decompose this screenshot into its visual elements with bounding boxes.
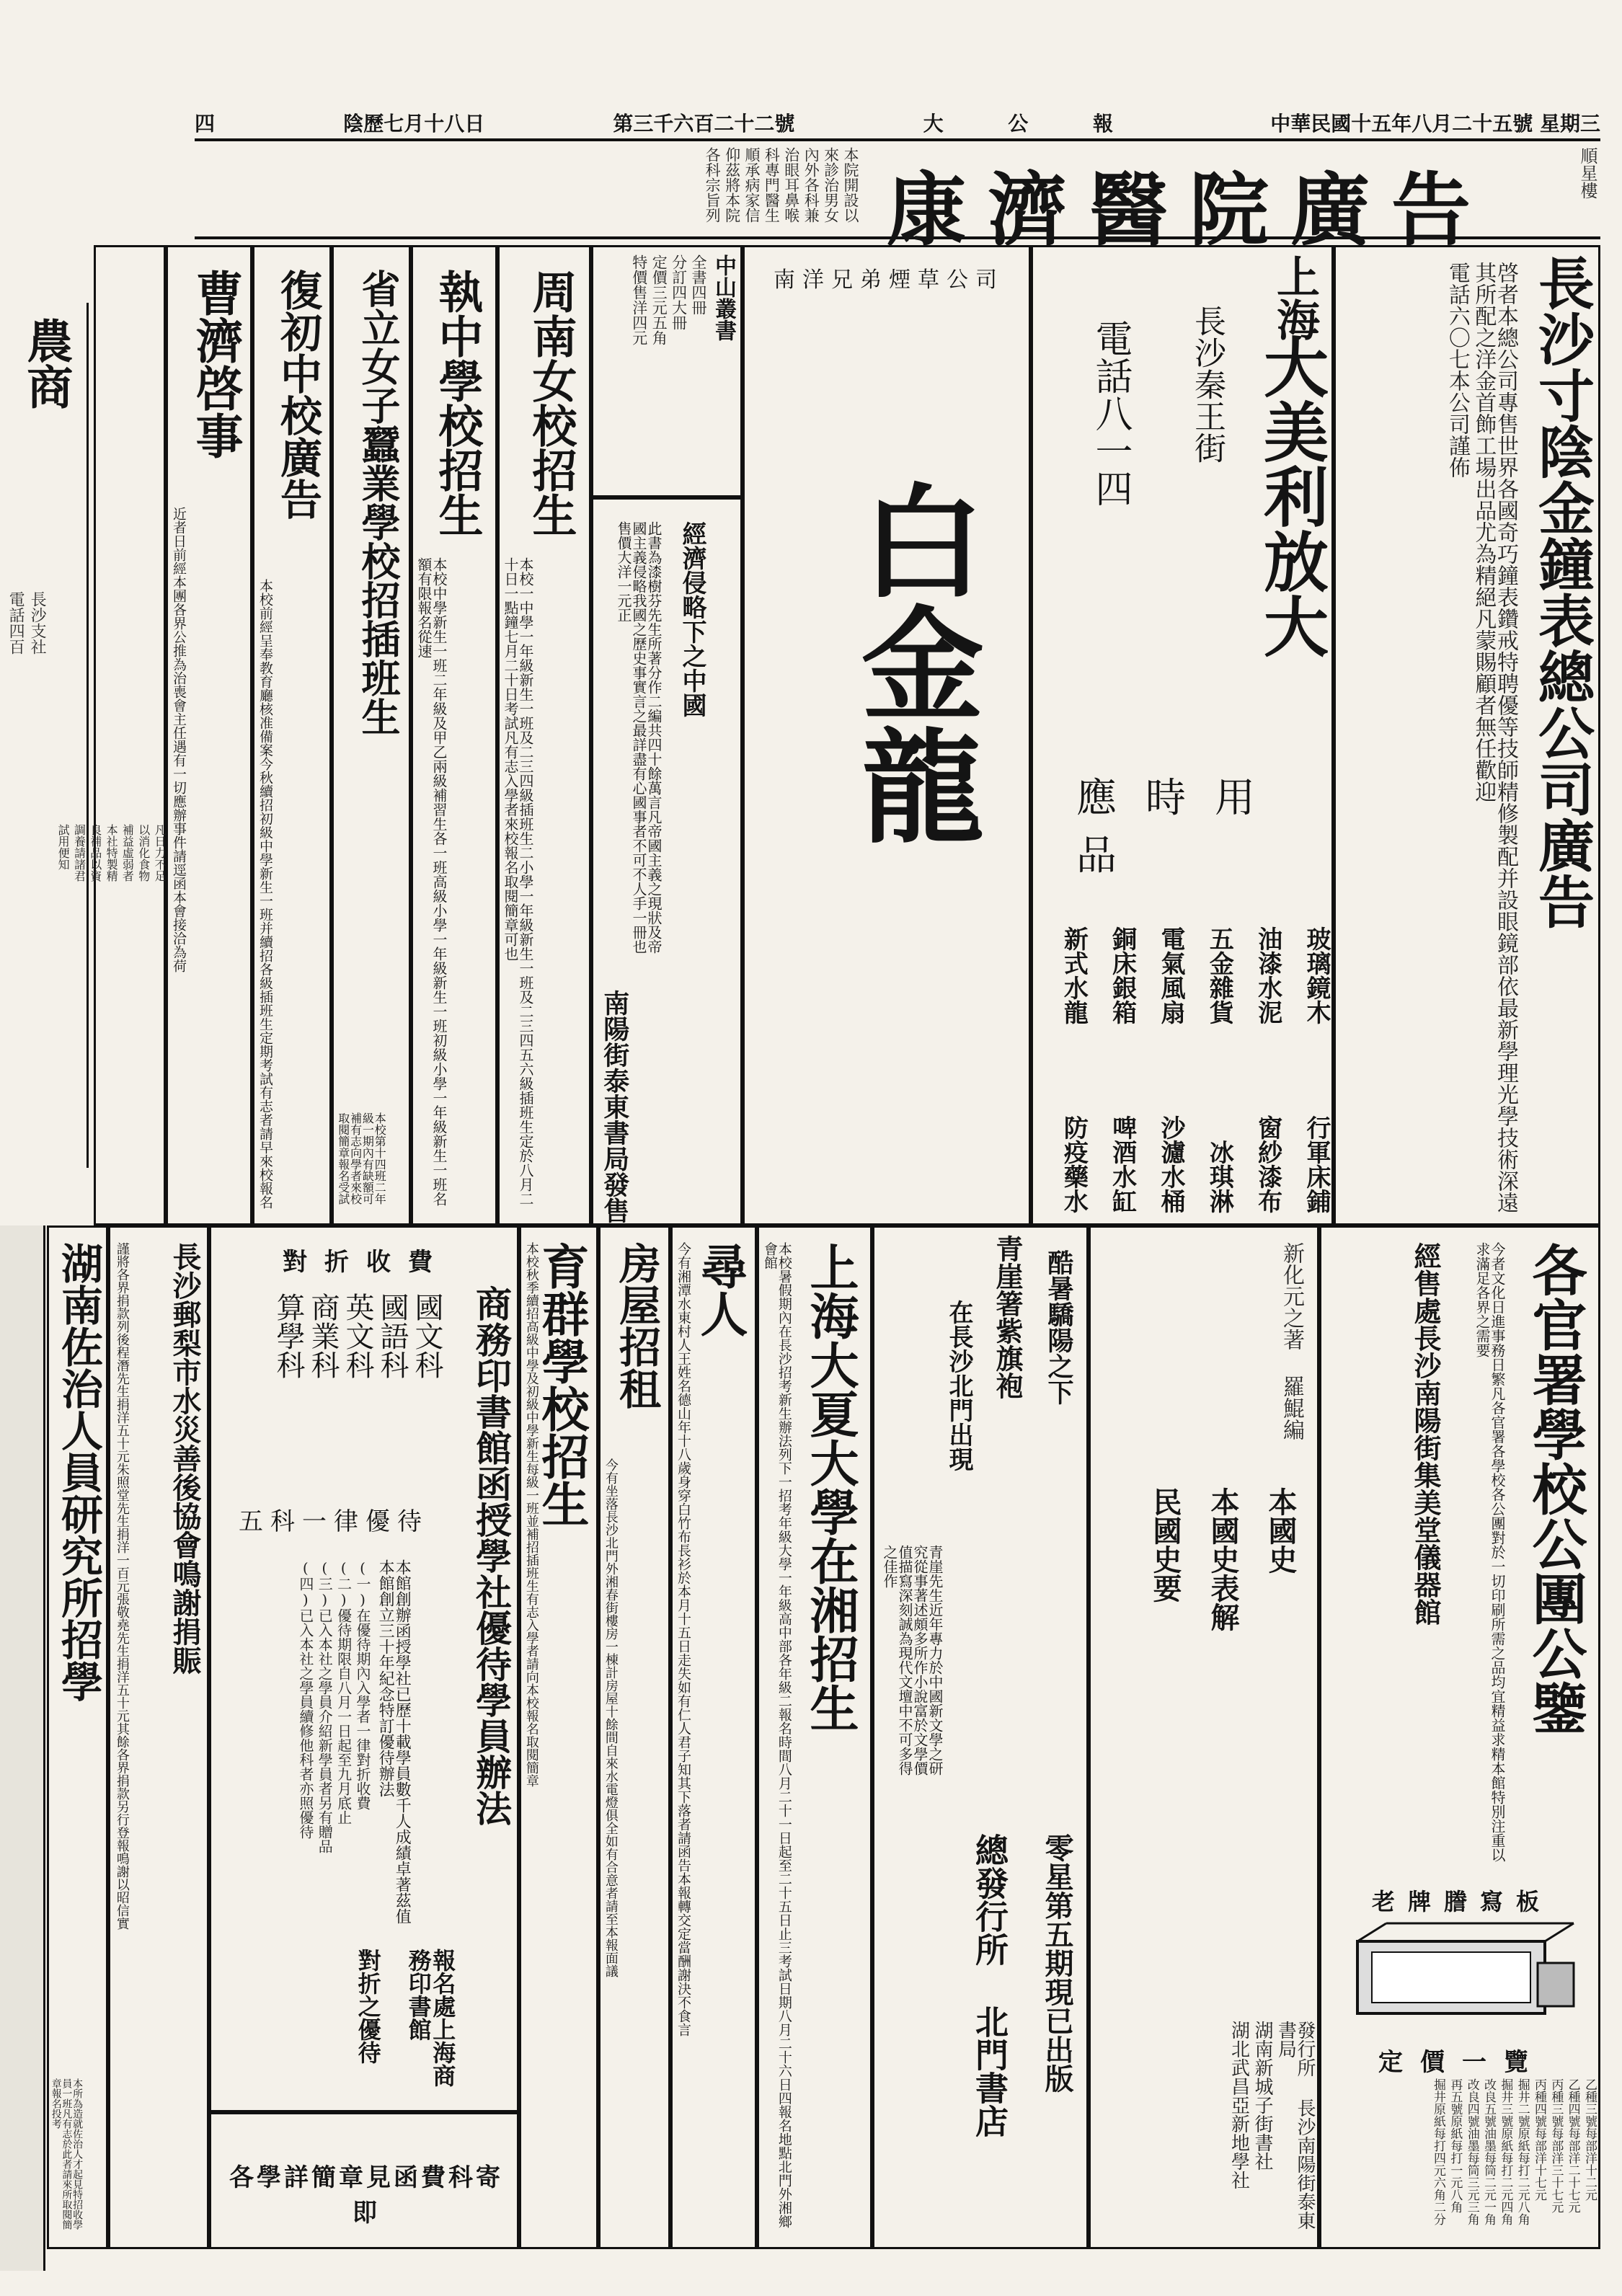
point-line: (二)優待期限自八月一日起至九月底止 xyxy=(334,1559,353,1825)
subject-item: 國語科 xyxy=(376,1293,409,1379)
nonggong-title: 農商 xyxy=(19,317,74,409)
shangwu-subjects xyxy=(226,1293,442,1480)
gekuan-sub: 經售處長沙南陽街集美堂儀器館 xyxy=(1409,1242,1442,1626)
damei-ad xyxy=(1031,245,1334,1225)
gekuan-ad xyxy=(1319,1225,1600,2249)
page-number: 四 xyxy=(195,112,216,136)
notice-line: 科專門醫生 xyxy=(763,147,781,223)
guoshi-title1: 本國史 xyxy=(1264,1487,1298,1574)
date-line: 中華民國十五年八月二十五號 星期三 xyxy=(1270,112,1600,136)
kushu-seller: 在長沙北門出現 xyxy=(944,1300,973,1471)
side-notice-line: 調養請諸君 xyxy=(72,824,87,882)
kushu-title: 酷暑驕陽之下 xyxy=(1044,1249,1074,1405)
banner-title: 康濟醫院廣告 xyxy=(887,164,1492,257)
shangwu-points xyxy=(226,1559,370,1934)
economic-ad xyxy=(591,497,743,1225)
nonggong-sub: 長沙支社 xyxy=(28,591,47,655)
guoshi-title3: 民國史要 xyxy=(1148,1487,1182,1603)
side-notice-line: 凡日力不足 xyxy=(153,824,167,882)
side-notice-line: 補益虛弱者 xyxy=(120,824,135,882)
damei-item: 電氣風扇 xyxy=(1156,926,1186,1024)
nanyang-ad xyxy=(743,245,1031,1225)
relief-title: 長沙郵梨市水災善後協會鳴謝捐賑 xyxy=(168,1242,202,1675)
price-line: 乙種四號每部洋二十七元 xyxy=(1565,2078,1580,2213)
kushu-body: 青崖先生近年專力於中國新文學之研究從事著述頗多所作小說富於文學價值描寫深刻誠為現代文壇中不可多得之佳作 xyxy=(881,1545,944,1776)
culture-title: 中山叢書 xyxy=(711,254,736,341)
damei-item: 沙濾水桶 xyxy=(1156,1115,1186,1213)
caoji-title: 曹濟啓事 xyxy=(187,269,244,459)
gexue-ad xyxy=(209,2112,519,2249)
clock-ad xyxy=(1334,245,1600,1225)
price-line: 掘井原紙每打四元六角二分 xyxy=(1431,2078,1446,2225)
price-line: 再五號原紙每打一元八角 xyxy=(1448,2078,1463,2213)
gekuan-intro: 今者文化日進事務日繁凡各官署各學校各公團對於一切印刷所需之品均宜精益求精本館特別注重以求滿足各界之需要 xyxy=(1473,1242,1506,1862)
damei-item: 防疫藥水 xyxy=(1059,1115,1089,1213)
price-line: 改良四號油墨每筒三元三角 xyxy=(1464,2078,1479,2225)
nanyang-company: 南洋兄弟煙草公司 xyxy=(774,267,1004,293)
hunan-gov-ad xyxy=(47,1225,108,2249)
economic-body: 此書為漆樹芬先生所著分作二編共四十餘萬言凡帝國主義之現狀及帝國主義侵略我國之歷史事實言之最詳盡有心國事者不可不人手一冊也售價大洋一元正 xyxy=(615,521,662,954)
notice-line: 來診治男女 xyxy=(822,147,840,223)
banner-notice xyxy=(209,147,858,232)
damei-item: 玻璃鏡木 xyxy=(1302,926,1331,1024)
subject-item: 英文科 xyxy=(341,1293,374,1379)
price-line: 掘井二號原紙每打二元八角 xyxy=(1515,2078,1530,2225)
culture-line: 全書四冊 xyxy=(690,254,707,315)
economic-seller: 南陽街泰東書局發售 xyxy=(599,990,630,1223)
clock-body-sign: 電話六〇七本公司謹佈 xyxy=(1444,262,1470,478)
daxia-body: 本校暑假期內在長沙招考新生辦法列下一招考年級大學一年級高中部各年級二報名時間八月二十一日起至二十五日止三考試日期八月二十六日四報名地點北門外湘鄉會館 xyxy=(761,1242,792,2228)
guoshi-ad xyxy=(1089,1225,1319,2249)
point-line: (一)在優待期內入學者一律對折收費 xyxy=(354,1559,371,1810)
damei-item: 銅床銀箱 xyxy=(1107,926,1137,1024)
fangwu-title: 房屋招租 xyxy=(612,1242,661,1409)
notice-line: 治眼耳鼻喉 xyxy=(782,147,800,223)
left-strip-lower xyxy=(0,1225,45,2271)
notice-line: 各科宗旨列 xyxy=(704,147,722,223)
notice-line: 仰茲將本院 xyxy=(723,147,741,223)
publisher-line: 發行所 長沙南陽街泰東書局 xyxy=(1275,2021,1316,2230)
price-line: 丙種三號每部洋三十七元 xyxy=(1548,2078,1564,2213)
clock-body-text: 啓者本總公司專售世界各國奇巧鐘表鑽戒特聘優等技師精修製配并設眼鏡部依最新學理光學技術深遠其所配之洋金首飾工場出品尤為精絕凡蒙賜顧者無任歡迎 xyxy=(1471,262,1518,1213)
side-notice-lines xyxy=(56,824,167,1213)
culture-line: 分訂四大冊 xyxy=(670,254,688,330)
relief-ad xyxy=(108,1225,209,2249)
notice-line: 本院開設以 xyxy=(842,147,859,223)
lingxing-office: 總發行所 北門書店 xyxy=(970,1833,1009,2137)
fangwu-body: 今有坐落長沙北門外湘春街樓房一棟計房屋十餘間自來水電燈俱全如有合意者請至本報面議 xyxy=(603,1458,619,1977)
duplicator-illustration xyxy=(1343,1920,1581,2035)
hunan-gov-body: 本所為造就佐治人才起見特招收學員一班凡有志於此者請來所取閱簡章報名投考 xyxy=(50,2078,84,2230)
shangwu-ad xyxy=(209,1225,519,2112)
price-line: 乙種三號每部洋十二元 xyxy=(1582,2078,1597,2201)
economic-title: 經濟侵略下之中國 xyxy=(678,521,706,717)
publisher-line: 湖北武昌亞新地學社 xyxy=(1228,2021,1250,2189)
publisher-line: 湖南新城子街書社 xyxy=(1251,2021,1273,2171)
shangwu-title: 商務印書館函授學社優待學員辦法 xyxy=(470,1285,513,1826)
shengli-ad xyxy=(332,245,411,1225)
relief-body: 謹將各界捐款列後程潛先生捐洋五十元朱照堂先生捐洋一百元張敬堯先生捐洋五十元其餘各界捐款另行登報鳴謝以昭信實 xyxy=(114,1242,130,1930)
masthead xyxy=(195,107,1600,141)
shengli-body: 本校第十四班二年級一期內有缺額可補有志向學者來校取閱簡章報名受試 xyxy=(336,1112,387,1205)
lunar-date: 陰歷七月十八日 xyxy=(343,112,485,136)
zhizhong-body: 本校中學新生一班二年級及甲乙兩級補習生各一班高級小學一年級新生一班初級小學一年級新生一班名額有限報名從速 xyxy=(415,557,448,1206)
daxia-title: 上海大夏大學在湘招生 xyxy=(802,1242,859,1732)
nanyang-brand: 白金龍 xyxy=(840,478,985,846)
fangwu-ad xyxy=(598,1225,670,2249)
zhounan-body: 本校一中學一年級新生一班及二三四級插班生二小學一年級新生一班及二三四五六級插班生定於八月二十日一點鐘七月二十日考試凡有志入學者來校報名取閱簡章可也 xyxy=(502,557,534,1206)
point-line: (四)已入本社之學員續修他科者亦照優待 xyxy=(296,1559,314,1839)
kushu-item: 青崖箸紫旗袍 xyxy=(991,1235,1024,1399)
side-notice-line: 試用便知 xyxy=(56,824,71,870)
damei-item: 冰琪淋 xyxy=(1205,1140,1234,1213)
lingxing-title: 零星第五期現已出版 xyxy=(1040,1833,1074,2093)
gekuan-title: 各官署學校公團公鑒 xyxy=(1523,1242,1587,1735)
gexue-title: 各學詳簡章見函費科寄即 xyxy=(229,2163,503,2228)
xunren-body: 今有湘潭水東村人王姓名德山年十八歲身穿白竹布長衫於本月十五日走失如有仁人君子知其下落者請函告本報轉交定當酬謝決不食言 xyxy=(675,1242,691,2036)
yuqun-body: 本校秋季續招高級中學及初級中學新生每級一班並補招插班生有志入學者請向本校報名取閱簡章 xyxy=(523,1242,539,1787)
fuchu-body: 本校前經呈奉教育廳核准備案今秋續招初級中學新生一班并續招各級插班生定期考試有志者請早來校報名 xyxy=(257,579,273,1209)
side-notice-line: 良補品以資 xyxy=(88,824,102,882)
damei-item: 新式水龍 xyxy=(1059,926,1089,1024)
guoshi-note: 新化元之著 羅鯤編 xyxy=(1279,1242,1304,1440)
zhizhong-ad xyxy=(411,245,497,1225)
price-line: 改良五號油墨每筒二元一角 xyxy=(1481,2078,1497,2225)
culture-line: 特價售洋四元 xyxy=(630,254,648,345)
culture-ad xyxy=(591,245,743,497)
clock-body xyxy=(1343,262,1516,1213)
damei-item: 油漆水泥 xyxy=(1253,926,1282,1024)
clock-title: 長沙寸陰金鐘表總公司廣告 xyxy=(1529,254,1595,929)
shangwu-footer2: 對折之優待 xyxy=(354,1949,382,2064)
side-notice xyxy=(56,245,167,1225)
zhounan-ad xyxy=(497,245,591,1225)
guoshi-title2: 本國史表解 xyxy=(1206,1487,1240,1631)
issue-number: 第三千六百二十二號 xyxy=(613,112,795,136)
nonggong-phone: 電話四百 xyxy=(6,591,25,655)
kushu-ad xyxy=(872,1225,1089,2249)
paper-name: 大 公 報 xyxy=(923,112,1143,136)
subject-item: 商業科 xyxy=(306,1293,340,1379)
point-line: (三)已入本社之學員介紹新學員者另有贈品 xyxy=(316,1559,334,1853)
guoshi-publishers xyxy=(1098,2021,1314,2237)
damei-location: 上海 xyxy=(1269,254,1320,341)
damei-slogan: 應時用品 xyxy=(1076,775,1284,879)
notice-line: 內外各科兼 xyxy=(802,147,820,223)
damei-item: 啤酒水缸 xyxy=(1107,1115,1137,1213)
banner-prefix: 順星樓 xyxy=(1577,147,1597,199)
notice-line: 順承病家信 xyxy=(743,147,761,223)
damei-item: 五金雜貨 xyxy=(1205,926,1234,1024)
culture-line: 定價三元五角 xyxy=(650,254,668,345)
culture-lines xyxy=(598,254,706,492)
yuqun-ad xyxy=(519,1225,598,2249)
zhounan-title: 周南女校招生 xyxy=(525,269,577,537)
shangwu-footer: 報名處上海商務印書館 xyxy=(404,1949,457,2087)
subject-item: 算學科 xyxy=(272,1293,305,1379)
side-notice-line: 本社特製精 xyxy=(105,824,119,882)
damei-address: 長沙秦王街 xyxy=(1189,305,1226,464)
caoji-body: 近者日前經本團各界公推為治喪會主任遇有一切應辦事件請逕函本會接洽為荷 xyxy=(170,507,187,972)
shengli-title: 省立女子蠶業學校招插班生 xyxy=(355,269,402,736)
xunren-ad xyxy=(670,1225,757,2249)
top-banner xyxy=(195,143,1600,257)
xunren-title: 尋人 xyxy=(692,1242,748,1337)
price-line: 掘井三號原紙每打二元四角 xyxy=(1498,2078,1513,2225)
fuchu-title: 復初中校廣告 xyxy=(273,269,322,520)
gekuan-laopai-label: 老牌謄寫板 xyxy=(1371,1888,1552,1915)
damei-item: 行軍床鋪 xyxy=(1302,1115,1331,1213)
gekuan-prices xyxy=(1329,2078,1595,2244)
side-notice-line: 以消化食物 xyxy=(136,824,151,882)
subject-item: 國文科 xyxy=(410,1293,443,1379)
yuqun-title: 育群學校招生 xyxy=(533,1242,590,1528)
hunan-gov-title: 湖南佐治人員研究所招學 xyxy=(54,1242,103,1702)
daxia-ad xyxy=(757,1225,872,2249)
fuchu-ad xyxy=(252,245,332,1225)
damei-item: 窗紗漆布 xyxy=(1253,1115,1282,1213)
caoji-ad xyxy=(166,245,252,1225)
shangwu-rule: 五科一律優待 xyxy=(239,1507,429,1536)
damei-items xyxy=(1040,838,1329,1213)
gekuan-price-title: 定價一覽 xyxy=(1378,2048,1546,2077)
zhizhong-title: 執中學校招生 xyxy=(431,269,484,537)
damei-phone: 電話八一四 xyxy=(1089,319,1132,507)
shangwu-body: 本館創辦函授學社已歷十載學員數千人成績卓著茲值本館創立三十年紀念特訂優待辦法 xyxy=(376,1559,412,1924)
damei-name: 大美利放大 xyxy=(1252,334,1329,658)
price-line: 丙種四號每部洋十七元 xyxy=(1532,2078,1547,2201)
shangwu-discount-title: 對折收費 xyxy=(283,1248,450,1277)
